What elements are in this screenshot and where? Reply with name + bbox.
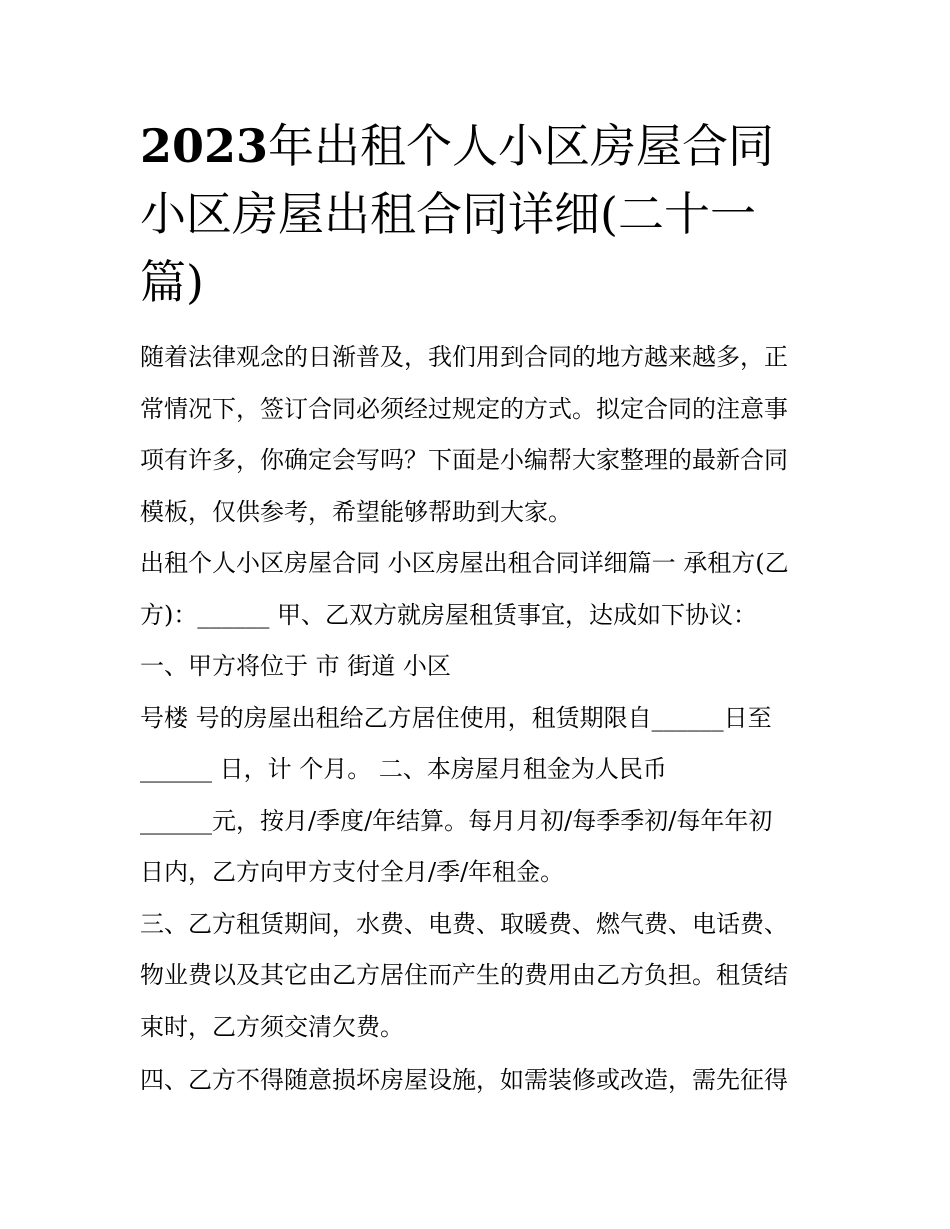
paragraph-line: 模板，仅供参考，希望能够帮助到大家。	[140, 497, 572, 526]
paragraph-line: 随着法律观念的日渐普及，我们用到合同的地方越来越多，正	[140, 343, 788, 371]
paragraph-clause-1	[140, 641, 812, 693]
title-line-1-text: 年出租个人小区房屋合同	[268, 119, 775, 173]
paragraph-line: 一、甲方将位于 市 街道 小区	[140, 652, 451, 680]
document-page	[140, 112, 812, 1107]
paragraph-clause-3	[140, 899, 812, 1054]
paragraph-intro	[140, 332, 812, 538]
paragraph-clause-4	[140, 1055, 812, 1107]
title-line-3: 篇)	[140, 255, 204, 309]
paragraph-term	[140, 693, 812, 796]
paragraph-line: 三、乙方租赁期间，水费、电费、取暖费、燃气费、电话费、	[140, 909, 788, 938]
paragraph-rent	[140, 796, 812, 899]
paragraph-line: 号楼 号的房屋出租给乙方居住使用，租赁期限自______日至	[140, 703, 772, 732]
paragraph-line: 日内，乙方向甲方支付全月/季/年租金。	[140, 858, 565, 886]
paragraph-parties	[140, 538, 812, 641]
paragraph-line: 束时，乙方须交清欠费。	[140, 1012, 404, 1041]
paragraph-line: 物业费以及其它由乙方居住而产生的费用由乙方负担。租赁结	[140, 961, 788, 989]
paragraph-line: 常情况下，签订合同必须经过规定的方式。拟定合同的注意事	[140, 394, 788, 423]
paragraph-line: ______元，按月/季度/年结算。每月月初/每季季初/每年年初	[140, 806, 773, 835]
title-line-1	[140, 112, 812, 180]
title-line-2: 小区房屋出租合同详细(二十一	[140, 187, 756, 241]
paragraph-line: 方)：______ 甲、乙双方就房屋租赁事宜，达成如下协议：	[140, 600, 757, 629]
paragraph-line: 项有许多，你确定会写吗？下面是小编帮大家整理的最新合同	[140, 446, 788, 474]
title-year: 2023	[140, 119, 269, 173]
paragraph-line: 四、乙方不得随意损坏房屋设施，如需装修或改造，需先征得	[140, 1066, 788, 1094]
paragraph-line: ______ 日，计 个月。 二、本房屋月租金为人民币	[140, 755, 667, 783]
document-body	[140, 332, 812, 1107]
document-title	[140, 112, 812, 316]
paragraph-line: 出租个人小区房屋合同 小区房屋出租合同详细篇一 承租方(乙	[140, 549, 789, 577]
